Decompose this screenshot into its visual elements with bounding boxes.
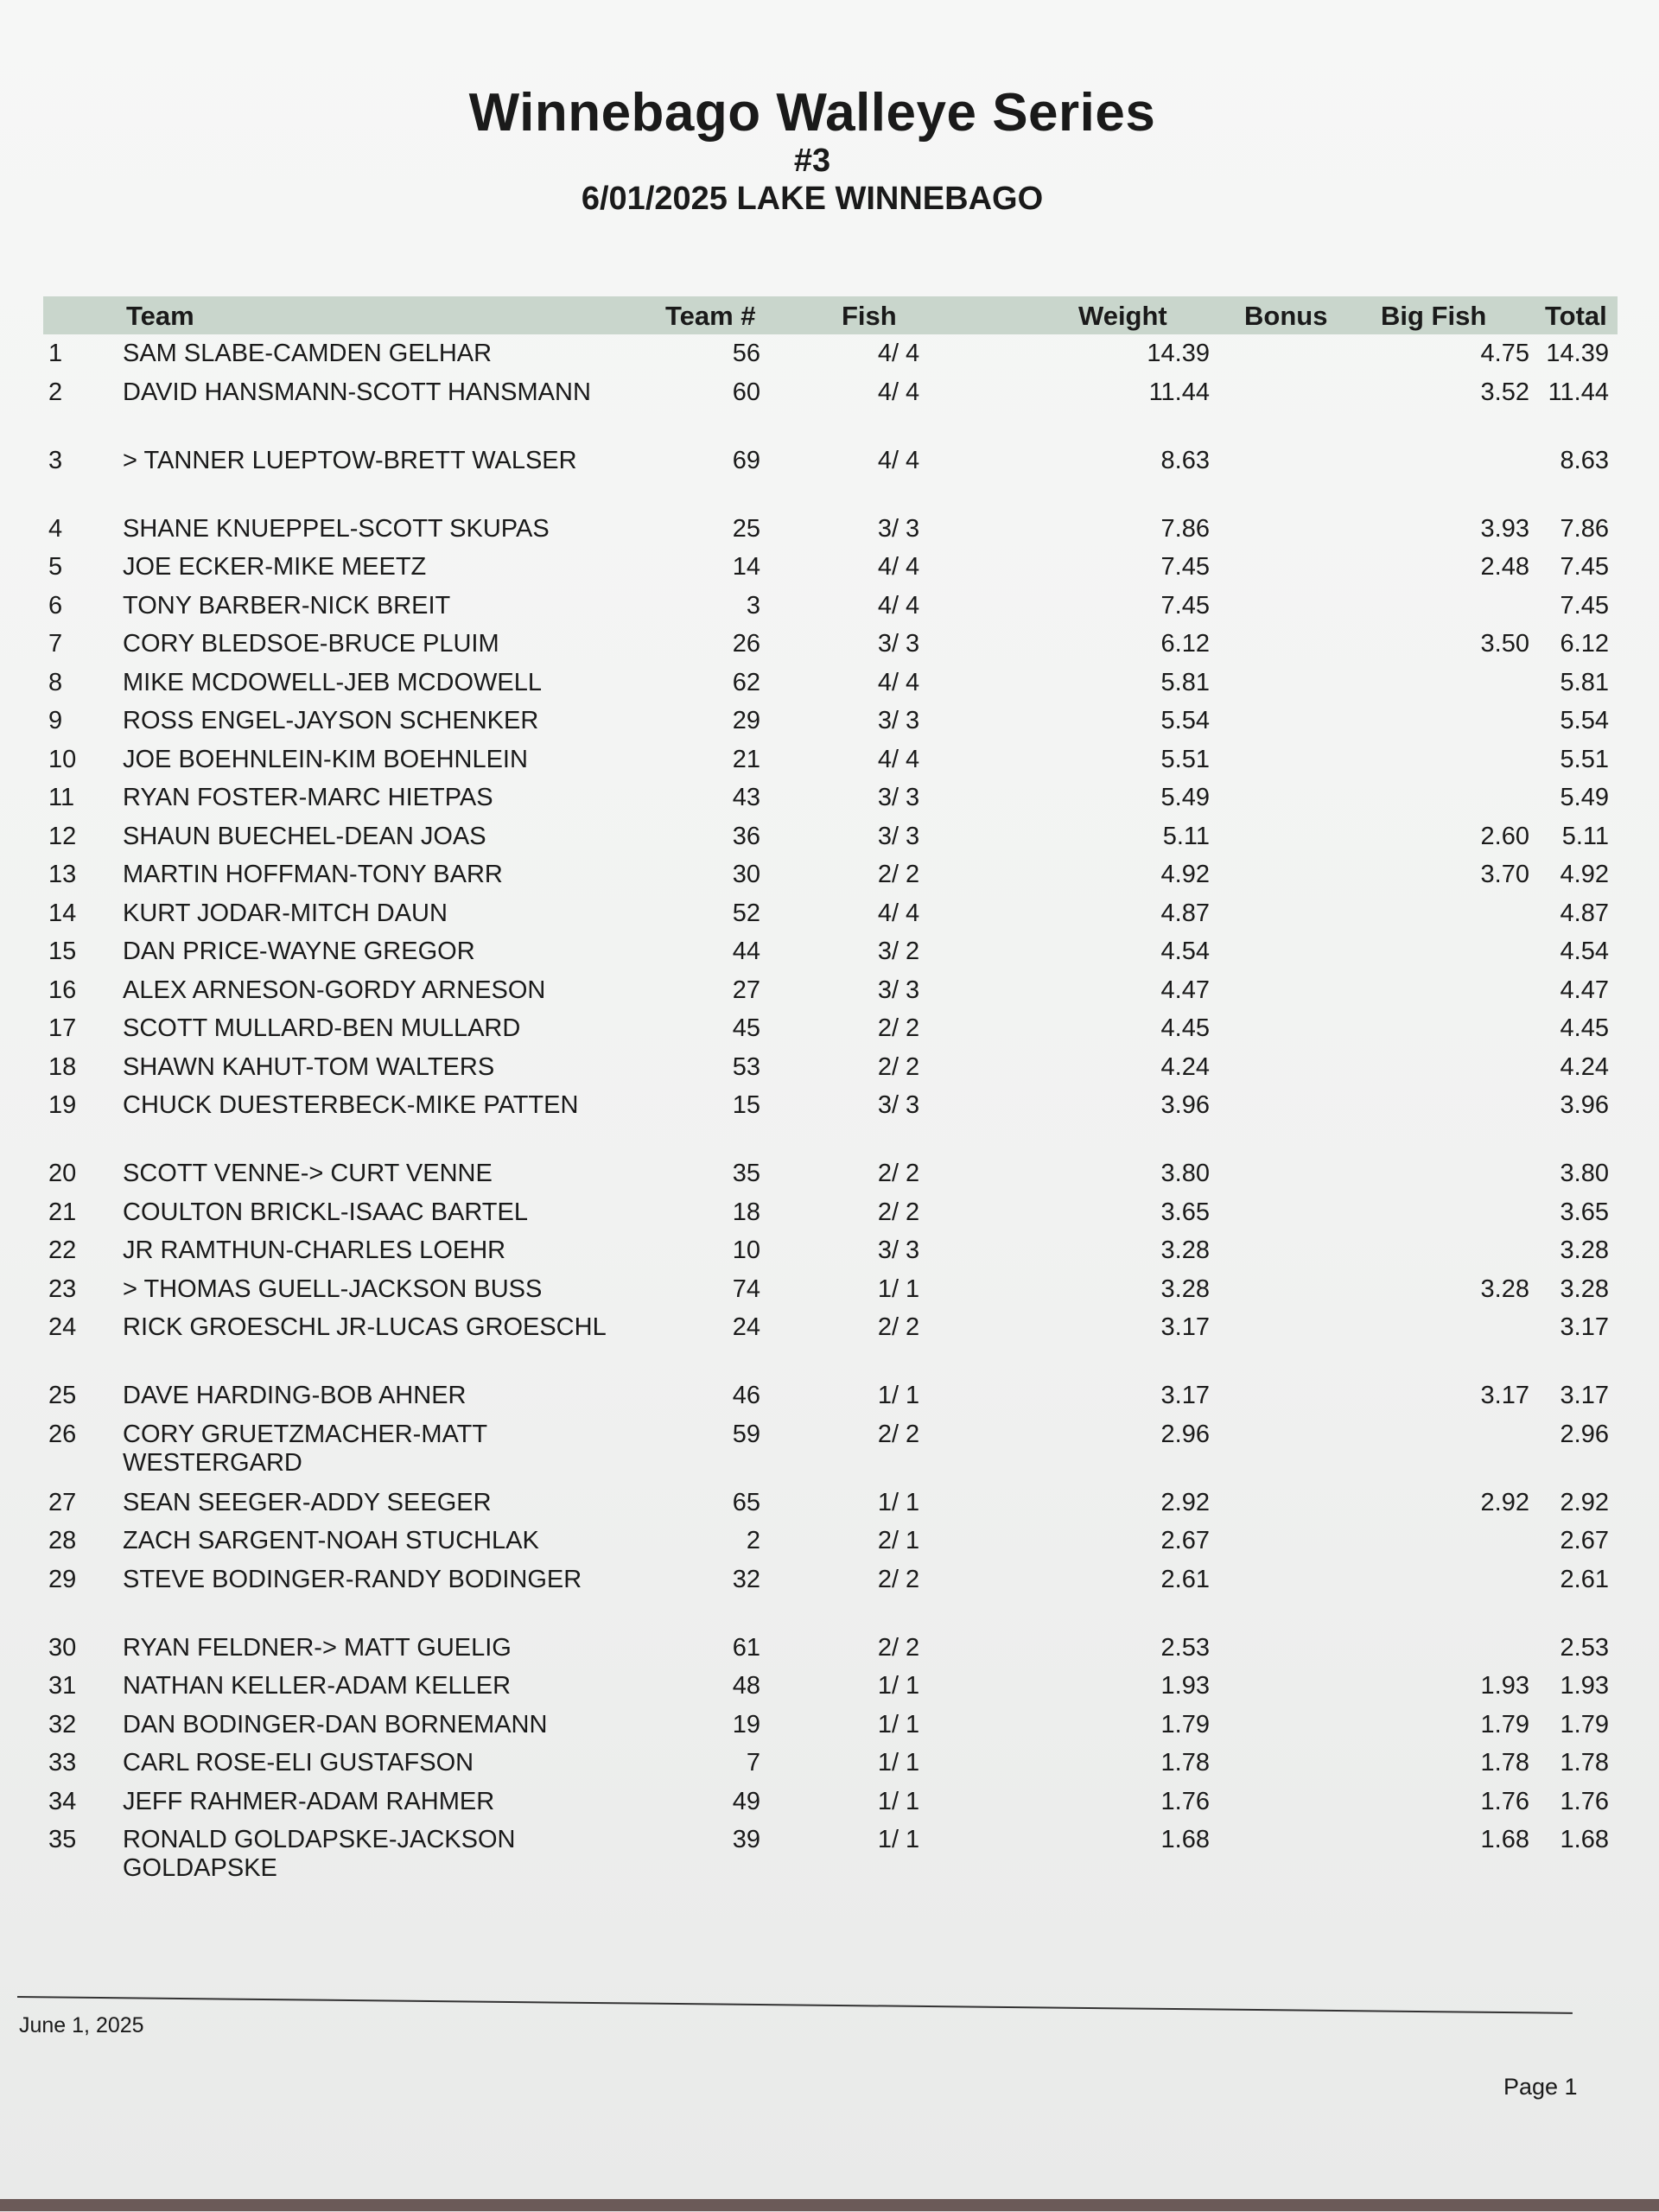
weight-cell: 4.24 — [1160, 1052, 1210, 1081]
total-cell: 1.93 — [1560, 1672, 1609, 1700]
fish-count-cell: 2/ 2 — [877, 861, 920, 888]
table-row — [43, 548, 1618, 587]
weight-cell: 4.45 — [1160, 1014, 1210, 1042]
team-number-cell: 69 — [732, 446, 760, 474]
weight-cell: 5.51 — [1160, 745, 1210, 773]
weight-cell: 3.17 — [1160, 1313, 1210, 1341]
rank-cell: 22 — [48, 1236, 77, 1264]
total-cell: 4.87 — [1560, 899, 1609, 927]
weight-cell: 5.54 — [1160, 707, 1210, 734]
table-row — [43, 894, 1618, 933]
table-row — [43, 817, 1618, 856]
total-cell: 3.65 — [1560, 1198, 1609, 1226]
rank-cell: 11 — [48, 784, 75, 811]
weight-cell: 5.11 — [1162, 822, 1210, 850]
team-name-cell: CORY GRUETZMACHER-MATT WESTERGARD — [123, 1420, 487, 1477]
team-number-cell: 45 — [732, 1014, 760, 1042]
team-name-cell: JOE BOEHNLEIN-KIM BOEHNLEIN — [123, 745, 528, 773]
team-name-cell: SHAWN KAHUT-TOM WALTERS — [123, 1052, 495, 1081]
total-cell: 11.44 — [1548, 378, 1609, 406]
weight-cell: 8.63 — [1160, 446, 1210, 474]
total-cell: 8.63 — [1560, 446, 1609, 474]
table-body — [43, 334, 1618, 1889]
weight-cell: 3.96 — [1160, 1091, 1210, 1119]
total-cell: 5.54 — [1560, 707, 1609, 734]
team-name-cell: ZACH SARGENT-NOAH STUCHLAK — [123, 1527, 539, 1554]
team-number-cell: 59 — [732, 1420, 760, 1448]
fish-count-cell: 4/ 4 — [877, 745, 920, 773]
total-cell: 3.28 — [1560, 1236, 1609, 1264]
rank-cell: 35 — [48, 1826, 77, 1853]
team-number-cell: 27 — [732, 976, 760, 1004]
team-name-cell: RICK GROESCHL JR-LUCAS GROESCHL — [123, 1313, 607, 1341]
team-number-cell: 43 — [732, 784, 760, 811]
rank-cell: 7 — [48, 630, 63, 658]
big-fish-cell: 3.52 — [1480, 378, 1529, 406]
title-block — [0, 82, 1624, 220]
event-number: #3 — [793, 143, 831, 179]
table-row — [43, 1308, 1618, 1376]
weight-cell: 14.39 — [1147, 340, 1210, 367]
column-header-fish: Fish — [842, 301, 897, 331]
fish-count-cell: 4/ 4 — [877, 378, 920, 406]
big-fish-cell: 1.78 — [1480, 1749, 1529, 1777]
team-number-cell: 44 — [732, 938, 760, 965]
total-cell: 2.92 — [1560, 1488, 1609, 1516]
total-cell: 3.28 — [1560, 1274, 1609, 1303]
rank-cell: 20 — [48, 1160, 77, 1187]
team-name-cell: CARL ROSE-ELI GUSTAFSON — [123, 1749, 474, 1777]
table-row — [43, 1231, 1618, 1270]
column-header-total: Total — [1545, 301, 1607, 331]
fish-count-cell: 3/ 3 — [877, 976, 920, 1004]
fish-count-cell: 1/ 1 — [877, 1710, 920, 1738]
fish-count-cell: 1/ 1 — [877, 1749, 920, 1777]
rank-cell: 21 — [48, 1198, 77, 1226]
rank-cell: 9 — [48, 707, 63, 734]
rank-cell: 26 — [48, 1420, 77, 1448]
total-cell: 7.86 — [1560, 514, 1609, 543]
weight-cell: 1.68 — [1160, 1826, 1210, 1853]
team-number-cell: 19 — [732, 1710, 760, 1738]
weight-cell: 3.28 — [1160, 1274, 1210, 1303]
weight-cell: 1.79 — [1160, 1710, 1210, 1738]
team-name-cell: JEFF RAHMER-ADAM RAHMER — [123, 1787, 495, 1815]
team-number-cell: 46 — [732, 1382, 760, 1409]
weight-cell: 3.80 — [1160, 1160, 1210, 1187]
team-name-cell: MARTIN HOFFMAN-TONY BARR — [123, 861, 503, 888]
table-row — [43, 334, 1618, 373]
fish-count-cell: 3/ 3 — [877, 514, 920, 543]
fish-count-cell: 1/ 1 — [877, 1826, 920, 1853]
fish-count-cell: 2/ 2 — [877, 1633, 920, 1662]
table-row — [43, 625, 1618, 664]
page-number: Page 1 — [1503, 2074, 1578, 2100]
team-name-cell: COULTON BRICKL-ISAAC BARTEL — [123, 1198, 528, 1226]
team-number-cell: 39 — [732, 1826, 760, 1853]
big-fish-cell: 1.93 — [1480, 1672, 1529, 1700]
table-row — [43, 1376, 1618, 1415]
rank-cell: 18 — [48, 1052, 77, 1081]
weight-cell: 1.76 — [1160, 1787, 1210, 1815]
weight-cell: 4.87 — [1160, 899, 1210, 927]
fish-count-cell: 2/ 2 — [877, 1565, 920, 1593]
total-cell: 5.51 — [1560, 745, 1609, 773]
table-row — [43, 664, 1618, 702]
table-row — [43, 1629, 1618, 1668]
table-row — [43, 587, 1618, 626]
rank-cell: 4 — [48, 514, 63, 543]
table-row — [43, 1560, 1618, 1629]
table-row — [43, 932, 1618, 971]
rank-cell: 5 — [48, 553, 63, 581]
team-number-cell: 29 — [732, 707, 760, 734]
rank-cell: 12 — [48, 822, 77, 850]
total-cell: 3.17 — [1560, 1313, 1609, 1341]
team-number-cell: 18 — [732, 1198, 760, 1226]
rank-cell: 8 — [48, 668, 63, 696]
fish-count-cell: 3/ 3 — [877, 1236, 920, 1264]
team-number-cell: 49 — [732, 1787, 760, 1815]
table-row — [43, 741, 1618, 779]
rank-cell: 14 — [48, 899, 77, 927]
weight-cell: 6.12 — [1160, 630, 1210, 658]
team-name-cell: CORY BLEDSOE-BRUCE PLUIM — [123, 630, 499, 658]
fish-count-cell: 4/ 4 — [877, 446, 920, 474]
page-title: Winnebago Walleye Series — [468, 83, 1156, 143]
team-name-cell: STEVE BODINGER-RANDY BODINGER — [123, 1565, 582, 1593]
rank-cell: 1 — [48, 340, 63, 367]
fish-count-cell: 4/ 4 — [877, 591, 920, 620]
fish-count-cell: 2/ 1 — [877, 1527, 920, 1554]
rank-cell: 30 — [48, 1633, 77, 1662]
team-name-cell: > THOMAS GUELL-JACKSON BUSS — [123, 1274, 543, 1303]
big-fish-cell: 3.70 — [1480, 861, 1529, 888]
rank-cell: 2 — [48, 378, 63, 406]
table-row — [43, 1522, 1618, 1560]
weight-cell: 2.53 — [1160, 1633, 1210, 1662]
total-cell: 3.17 — [1560, 1382, 1609, 1409]
fish-count-cell: 1/ 1 — [877, 1787, 920, 1815]
total-cell: 1.76 — [1560, 1787, 1609, 1815]
total-cell: 4.54 — [1560, 938, 1609, 965]
team-name-cell: SCOTT MULLARD-BEN MULLARD — [123, 1014, 521, 1042]
rank-cell: 19 — [48, 1091, 77, 1119]
team-name-cell: DAN BODINGER-DAN BORNEMANN — [123, 1710, 548, 1738]
column-header-bonus: Bonus — [1244, 301, 1328, 331]
total-cell: 4.24 — [1560, 1052, 1609, 1081]
column-header-team-number: Team # — [665, 301, 756, 331]
table-row — [43, 373, 1618, 442]
team-number-cell: 53 — [732, 1052, 760, 1081]
rank-cell: 27 — [48, 1488, 77, 1516]
event-date-location: 6/01/2025 LAKE WINNEBAGO — [581, 181, 1044, 217]
total-cell: 7.45 — [1560, 591, 1609, 620]
total-cell: 1.68 — [1560, 1826, 1609, 1853]
rank-cell: 10 — [48, 745, 77, 773]
rank-cell: 23 — [48, 1274, 77, 1303]
rank-cell: 34 — [48, 1787, 77, 1815]
weight-cell: 4.54 — [1160, 938, 1210, 965]
team-number-cell: 30 — [732, 861, 760, 888]
weight-cell: 4.92 — [1160, 861, 1210, 888]
table-row — [43, 442, 1618, 510]
weight-cell: 7.86 — [1160, 514, 1210, 543]
big-fish-cell: 1.68 — [1480, 1826, 1529, 1853]
weight-cell: 2.67 — [1160, 1527, 1210, 1554]
table-row — [43, 1270, 1618, 1309]
team-name-cell: JR RAMTHUN-CHARLES LOEHR — [123, 1236, 506, 1264]
weight-cell: 2.96 — [1160, 1420, 1210, 1448]
team-number-cell: 52 — [732, 899, 760, 927]
total-cell: 3.96 — [1560, 1091, 1609, 1119]
total-cell: 5.81 — [1560, 668, 1609, 696]
total-cell: 2.67 — [1560, 1527, 1609, 1554]
table-row — [43, 1415, 1618, 1484]
team-name-cell: RONALD GOLDAPSKE-JACKSON GOLDAPSKE — [123, 1826, 516, 1882]
team-number-cell: 2 — [746, 1527, 760, 1554]
rank-cell: 3 — [48, 446, 63, 474]
fish-count-cell: 4/ 4 — [877, 340, 920, 367]
rank-cell: 33 — [48, 1749, 77, 1777]
column-header-weight: Weight — [1078, 301, 1167, 331]
team-number-cell: 60 — [732, 378, 760, 406]
weight-cell: 1.78 — [1160, 1749, 1210, 1777]
team-name-cell: SHANE KNUEPPEL-SCOTT SKUPAS — [123, 514, 550, 543]
team-number-cell: 35 — [732, 1160, 760, 1187]
rank-cell: 13 — [48, 861, 77, 888]
table-row — [43, 971, 1618, 1010]
weight-cell: 5.49 — [1160, 784, 1210, 811]
table-row — [43, 702, 1618, 741]
footer-divider — [17, 1996, 1573, 2014]
team-number-cell: 61 — [732, 1633, 760, 1662]
team-number-cell: 32 — [732, 1565, 760, 1593]
rank-cell: 28 — [48, 1527, 77, 1554]
team-name-cell: SEAN SEEGER-ADDY SEEGER — [123, 1488, 492, 1516]
weight-cell: 1.93 — [1160, 1672, 1210, 1700]
table-row — [43, 1086, 1618, 1154]
fish-count-cell: 1/ 1 — [877, 1382, 920, 1409]
fish-count-cell: 2/ 2 — [877, 1052, 920, 1081]
total-cell: 6.12 — [1560, 630, 1609, 658]
rank-cell: 31 — [48, 1672, 77, 1700]
team-name-cell: DAN PRICE-WAYNE GREGOR — [123, 938, 475, 965]
total-cell: 4.47 — [1560, 976, 1609, 1004]
rank-cell: 25 — [48, 1382, 77, 1409]
fish-count-cell: 2/ 2 — [877, 1014, 920, 1042]
weight-cell: 11.44 — [1148, 378, 1210, 406]
team-number-cell: 14 — [732, 553, 760, 581]
fish-count-cell: 3/ 3 — [877, 822, 920, 850]
table-row — [43, 855, 1618, 894]
team-name-cell: SAM SLABE-CAMDEN GELHAR — [123, 340, 493, 367]
fish-count-cell: 2/ 2 — [877, 1313, 920, 1341]
team-number-cell: 26 — [732, 630, 760, 658]
weight-cell: 4.47 — [1160, 976, 1210, 1004]
table-header — [43, 296, 1618, 334]
rank-cell: 29 — [48, 1565, 77, 1593]
fish-count-cell: 2/ 2 — [877, 1420, 920, 1448]
team-number-cell: 21 — [732, 745, 760, 773]
fish-count-cell: 2/ 2 — [877, 1198, 920, 1226]
table-row — [43, 510, 1618, 549]
total-cell: 2.53 — [1560, 1633, 1609, 1662]
footer-date: June 1, 2025 — [19, 2013, 144, 2037]
fish-count-cell: 3/ 3 — [877, 630, 920, 658]
rank-cell: 6 — [48, 591, 63, 620]
team-name-cell: SCOTT VENNE-> CURT VENNE — [123, 1160, 493, 1187]
fish-count-cell: 1/ 1 — [877, 1274, 920, 1303]
weight-cell: 3.65 — [1160, 1198, 1210, 1226]
team-name-cell: JOE ECKER-MIKE MEETZ — [123, 553, 427, 581]
fish-count-cell: 4/ 4 — [877, 899, 920, 927]
fish-count-cell: 3/ 3 — [877, 707, 920, 734]
team-name-cell: NATHAN KELLER-ADAM KELLER — [123, 1672, 512, 1700]
big-fish-cell: 3.17 — [1480, 1382, 1529, 1409]
team-number-cell: 25 — [732, 514, 760, 543]
big-fish-cell: 2.48 — [1480, 553, 1529, 581]
team-number-cell: 15 — [732, 1091, 760, 1119]
table-row — [43, 1821, 1618, 1889]
team-name-cell: SHAUN BUECHEL-DEAN JOAS — [123, 822, 486, 850]
team-name-cell: ROSS ENGEL-JAYSON SCHENKER — [123, 707, 539, 734]
total-cell: 1.78 — [1560, 1749, 1609, 1777]
team-number-cell: 74 — [732, 1274, 760, 1303]
team-number-cell: 24 — [732, 1313, 760, 1341]
total-cell: 2.96 — [1560, 1420, 1609, 1448]
team-name-cell: TONY BARBER-NICK BREIT — [123, 591, 451, 620]
table-row — [43, 1154, 1618, 1193]
team-name-cell: DAVE HARDING-BOB AHNER — [123, 1382, 467, 1409]
team-number-cell: 3 — [746, 591, 760, 620]
weight-cell: 7.45 — [1160, 553, 1210, 581]
big-fish-cell: 2.92 — [1480, 1488, 1529, 1516]
fish-count-cell: 3/ 3 — [877, 1091, 920, 1119]
big-fish-cell: 1.79 — [1480, 1710, 1529, 1738]
table-row — [43, 1193, 1618, 1232]
team-number-cell: 48 — [732, 1672, 760, 1700]
total-cell: 14.39 — [1546, 340, 1609, 367]
weight-cell: 7.45 — [1160, 591, 1210, 620]
rank-cell: 24 — [48, 1313, 77, 1341]
team-name-cell: RYAN FOSTER-MARC HIETPAS — [123, 784, 493, 811]
weight-cell: 3.17 — [1160, 1382, 1210, 1409]
big-fish-cell: 3.28 — [1480, 1274, 1529, 1303]
table-row — [43, 1484, 1618, 1522]
team-number-cell: 56 — [732, 340, 760, 367]
team-number-cell: 65 — [732, 1488, 760, 1516]
weight-cell: 5.81 — [1160, 668, 1210, 696]
fish-count-cell: 3/ 3 — [877, 784, 920, 811]
team-number-cell: 62 — [732, 668, 760, 696]
big-fish-cell: 3.50 — [1480, 630, 1529, 658]
table-row — [43, 779, 1618, 817]
table-row — [43, 1667, 1618, 1706]
total-cell: 2.61 — [1560, 1565, 1609, 1593]
results-table — [43, 296, 1618, 1889]
team-name-cell: ALEX ARNESON-GORDY ARNESON — [123, 976, 546, 1004]
total-cell: 4.45 — [1560, 1014, 1609, 1042]
table-row — [43, 1783, 1618, 1821]
fish-count-cell: 4/ 4 — [877, 553, 920, 581]
team-number-cell: 10 — [732, 1236, 760, 1264]
big-fish-cell: 3.93 — [1480, 514, 1529, 543]
rank-cell: 17 — [48, 1014, 77, 1042]
big-fish-cell: 2.60 — [1480, 822, 1529, 850]
team-name-cell: RYAN FELDNER-> MATT GUELIG — [123, 1633, 512, 1662]
rank-cell: 15 — [48, 938, 77, 965]
weight-cell: 3.28 — [1160, 1236, 1210, 1264]
total-cell: 7.45 — [1560, 553, 1609, 581]
total-cell: 3.80 — [1560, 1160, 1609, 1187]
table-row — [43, 1048, 1618, 1087]
table-row — [43, 1744, 1618, 1783]
table-row — [43, 1009, 1618, 1048]
column-header-big-fish: Big Fish — [1381, 301, 1487, 331]
column-header-team: Team — [126, 301, 194, 331]
team-number-cell: 36 — [732, 822, 760, 850]
table-row — [43, 1706, 1618, 1745]
weight-cell: 2.92 — [1160, 1488, 1210, 1516]
fish-count-cell: 1/ 1 — [877, 1488, 920, 1516]
rank-cell: 32 — [48, 1710, 77, 1738]
fish-count-cell: 4/ 4 — [877, 668, 920, 696]
team-name-cell: MIKE MCDOWELL-JEB MCDOWELL — [123, 668, 542, 696]
rank-cell: 16 — [48, 976, 77, 1004]
fish-count-cell: 1/ 1 — [877, 1672, 920, 1700]
fish-count-cell: 3/ 2 — [877, 938, 920, 965]
fish-count-cell: 2/ 2 — [877, 1160, 920, 1187]
total-cell: 5.11 — [1561, 822, 1609, 850]
big-fish-cell: 1.76 — [1480, 1787, 1529, 1815]
weight-cell: 2.61 — [1160, 1565, 1210, 1593]
team-name-cell: DAVID HANSMANN-SCOTT HANSMANN — [123, 378, 591, 406]
total-cell: 4.92 — [1560, 861, 1609, 888]
total-cell: 5.49 — [1560, 784, 1609, 811]
total-cell: 1.79 — [1560, 1710, 1609, 1738]
team-name-cell: > TANNER LUEPTOW-BRETT WALSER — [123, 446, 577, 474]
team-name-cell: CHUCK DUESTERBECK-MIKE PATTEN — [123, 1091, 579, 1119]
team-name-cell: KURT JODAR-MITCH DAUN — [123, 899, 448, 927]
big-fish-cell: 4.75 — [1480, 340, 1529, 367]
team-number-cell: 7 — [746, 1749, 760, 1777]
